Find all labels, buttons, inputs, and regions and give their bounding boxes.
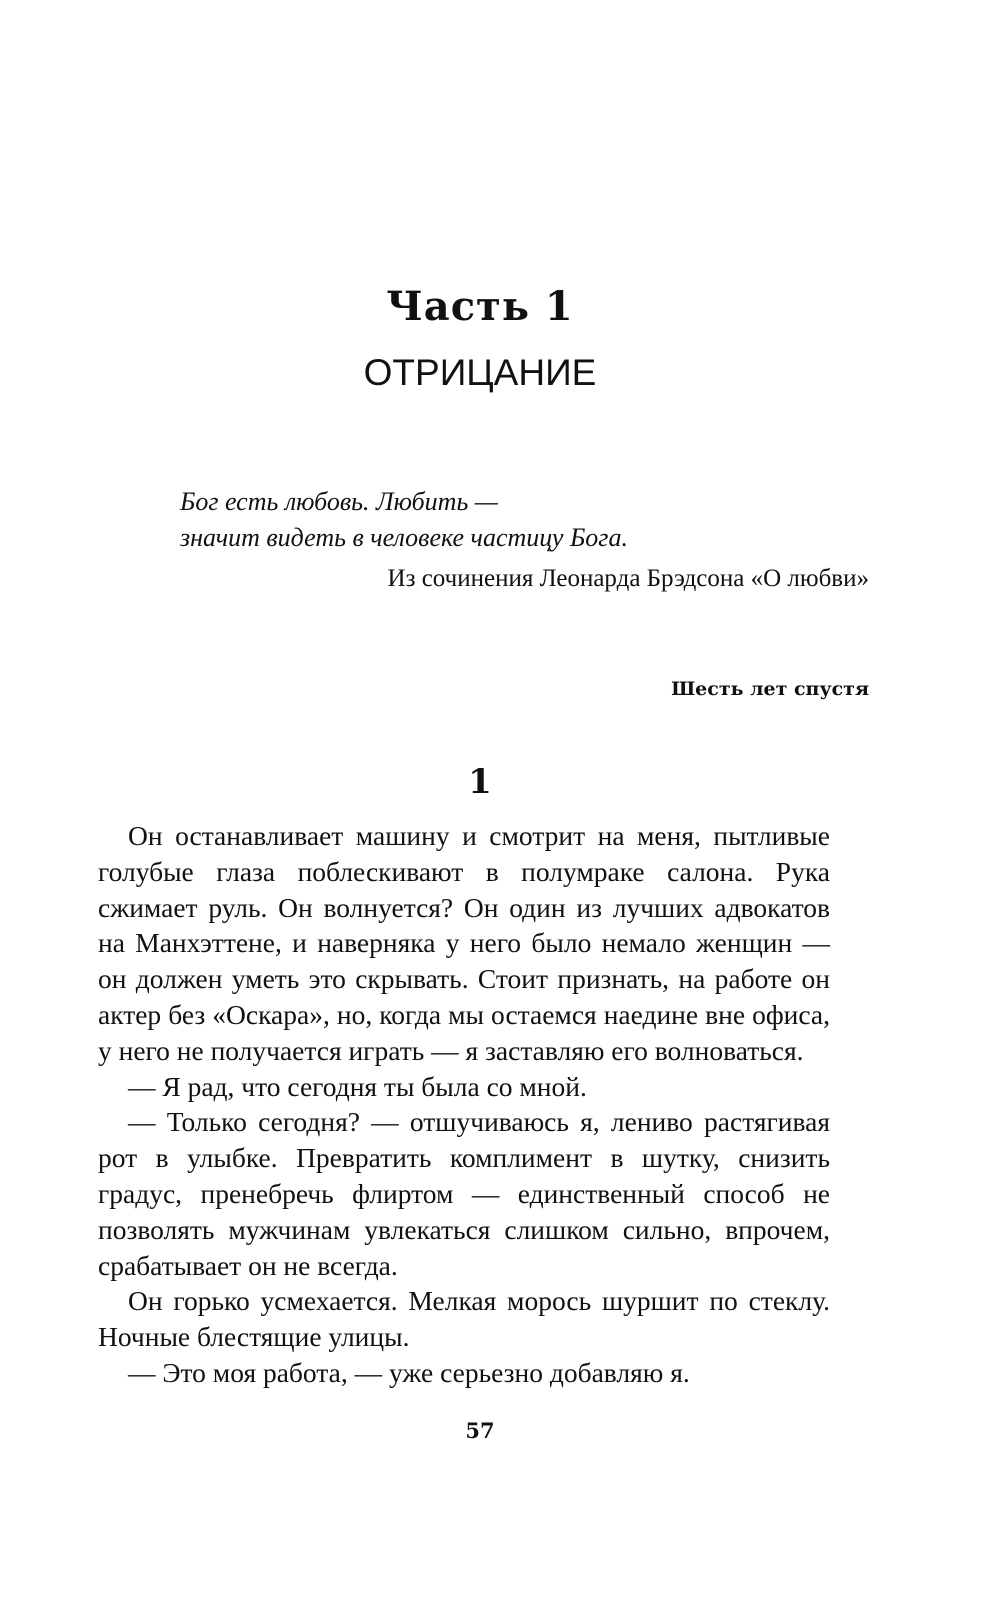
chapter-body	[98, 818, 830, 1391]
paragraph: — Я рад, что сегодня ты была со мной.	[128, 1070, 587, 1102]
part-title: Часть 1	[386, 283, 574, 330]
time-note: Шесть лет спустя	[671, 678, 869, 700]
page-number: 57	[465, 1418, 495, 1443]
epigraph-line: значит видеть в человеке частицу Бога.	[180, 523, 628, 552]
part-subtitle: ОТРИЦАНИЕ	[363, 352, 597, 393]
paragraph: Он горько усмехается. Мелкая морось шуршит по стеклу. Ночные блестящие улицы.	[98, 1285, 830, 1353]
chapter-number: 1	[468, 762, 492, 802]
epigraph-line: Бог есть любовь. Любить —	[180, 487, 498, 516]
epigraph	[180, 484, 628, 556]
paragraph: — Только сегодня? — отшучиваюсь я, лениво растягивая рот в улыбке. Превратить комплимент в шутку, снизить градус, пренебречь флиртом — единственный способ не позволять мужчинам увлекаться слишком сильно, впрочем, срабатывает он не всегда.	[98, 1106, 830, 1281]
paragraph: Он останавливает машину и смотрит на меня, пытливые голубые глаза поблескивают в полумраке салона. Рука сжимает руль. Он волнуется? Он один из лучших адвокатов на Манхэттене, и наверняка у него было немало женщин — он должен уметь это скрывать. Стоит признать, на работе он актер без «Оскара», но, когда мы остаемся наедине вне офиса, у него не получается играть — я заставляю его волноваться.	[98, 820, 830, 1066]
paragraph: — Это моя работа, — уже серьезно добавляю я.	[128, 1356, 690, 1388]
epigraph-source: Из сочинения Леонарда Брэдсона «О любви»	[387, 565, 869, 592]
